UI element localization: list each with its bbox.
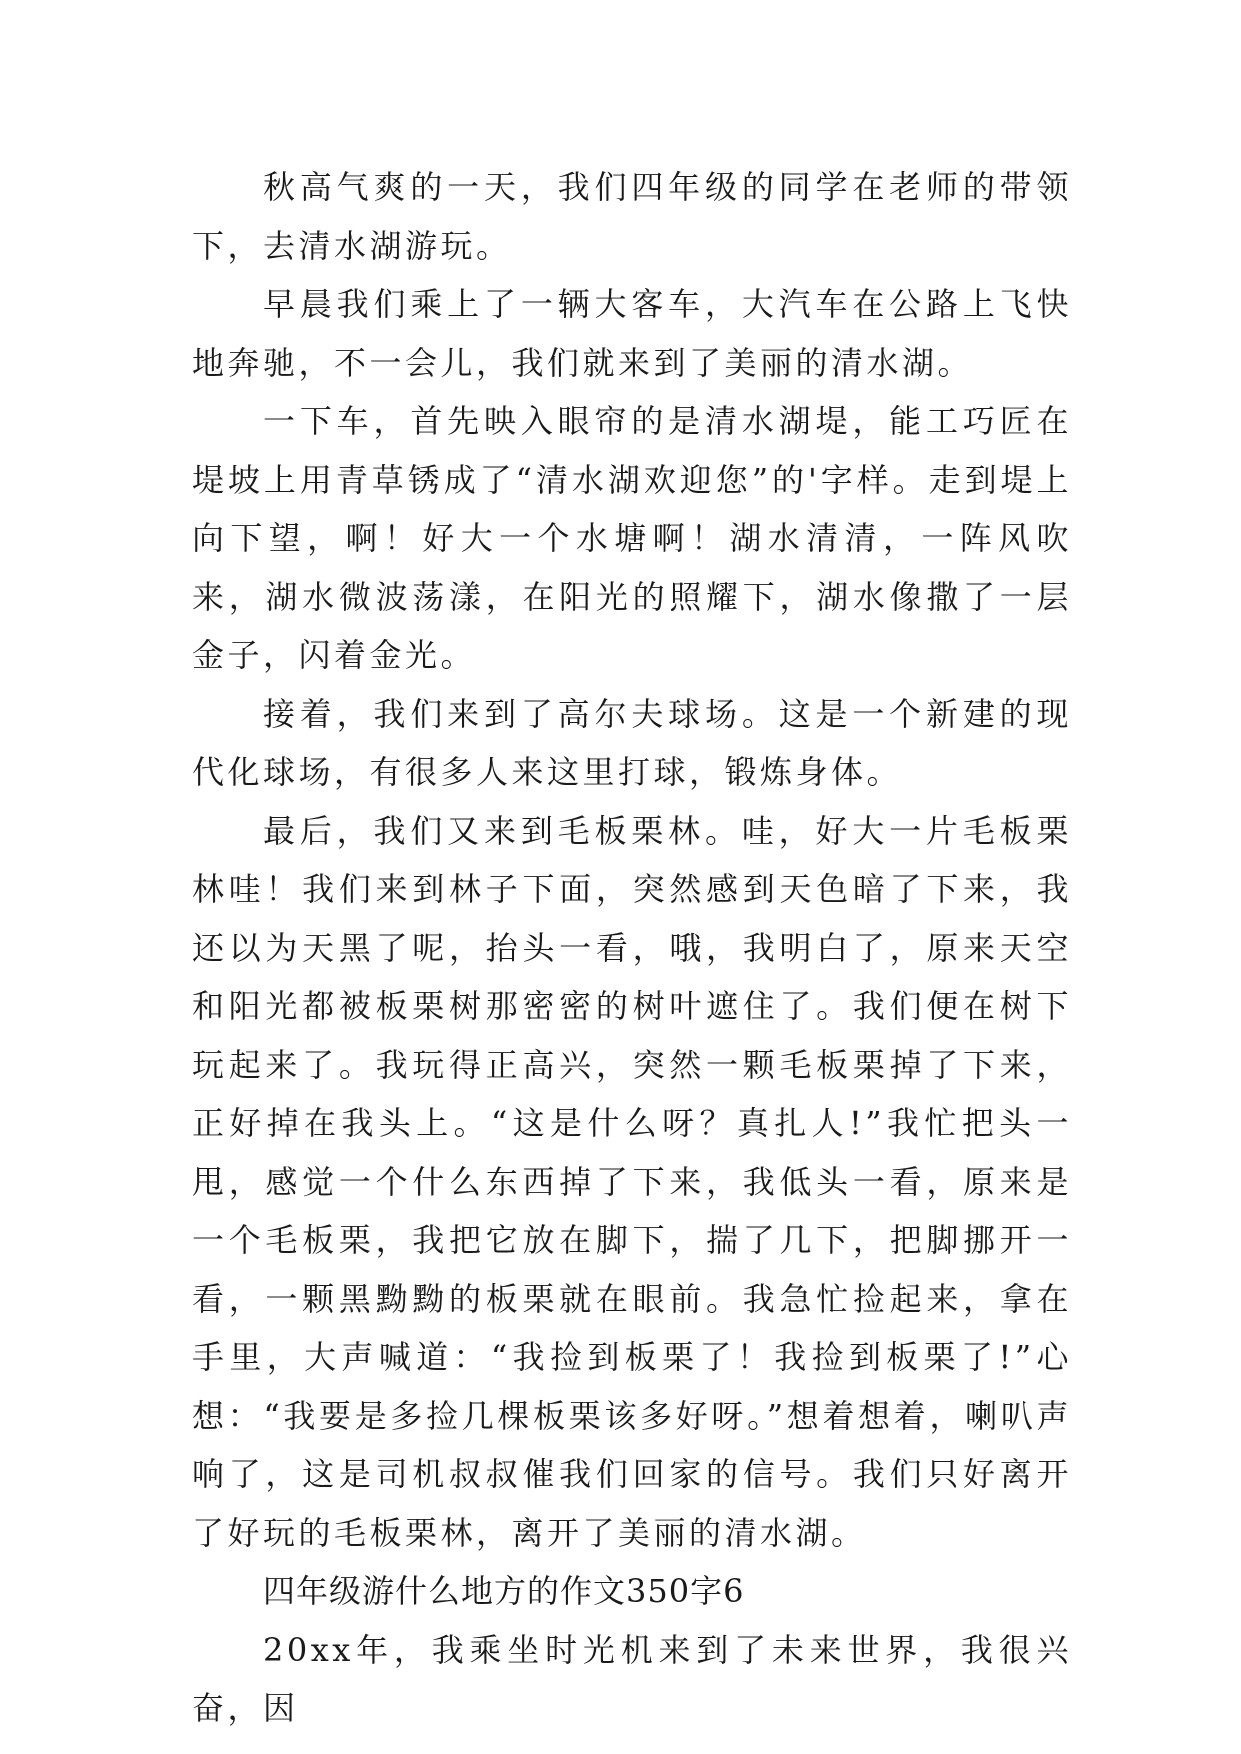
document-body: [192, 158, 1072, 1738]
paragraph-5: 最后，我们又来到毛板栗林。哇，好大一片毛板栗林哇！我们来到林子下面，突然感到天色暗了下来，我还以为天黑了呢，抬头一看，哦，我明白了，原来天空和阳光都被板栗树那密密的树叶遮住了。我们便在树下玩起来了。我玩得正高兴，突然一颗毛板栗掉了下来，正好掉在我头上。“这是什么呀？真扎人!”我忙把头一甩，感觉一个什么东西掉了下来，我低头一看，原来是一个毛板栗，我把它放在脚下，揣了几下，把脚挪开一看，一颗黑黝黝的板栗就在眼前。我急忙捡起来，拿在手里，大声喊道：“我捡到板栗了！我捡到板栗了!”心想：“我要是多捡几棵板栗该多好呀。”想着想着，喇叭声响了，这是司机叔叔催我们回家的信号。我们只好离开了好玩的毛板栗林，离开了美丽的清水湖。: [192, 811, 1072, 1552]
paragraph-3: 一下车，首先映入眼帘的是清水湖堤，能工巧匠在堤坡上用青草锈成了“清水湖欢迎您”的'字样。走到堤上向下望，啊！好大一个水塘啊！湖水清清，一阵风吹来，湖水微波荡漾，在阳光的照耀下，湖水像撒了一层金子，闪着金光。: [192, 402, 1072, 674]
paragraph-4: 接着，我们来到了高尔夫球场。这是一个新建的现代化球场，有很多人来这里打球，锻炼身体。: [192, 694, 1072, 791]
paragraph-1: 秋高气爽的一天，我们四年级的同学在老师的带领下，去清水湖游玩。: [192, 168, 1072, 265]
essay-heading: 四年级游什么地方的作文350字6: [263, 1572, 745, 1610]
paragraph-2: 早晨我们乘上了一辆大客车，大汽车在公路上飞快地奔驰，不一会儿，我们就来到了美丽的清水湖。: [192, 285, 1072, 382]
paragraph-6: 20xx年，我乘坐时光机来到了未来世界，我很兴奋，因: [192, 1630, 1072, 1727]
